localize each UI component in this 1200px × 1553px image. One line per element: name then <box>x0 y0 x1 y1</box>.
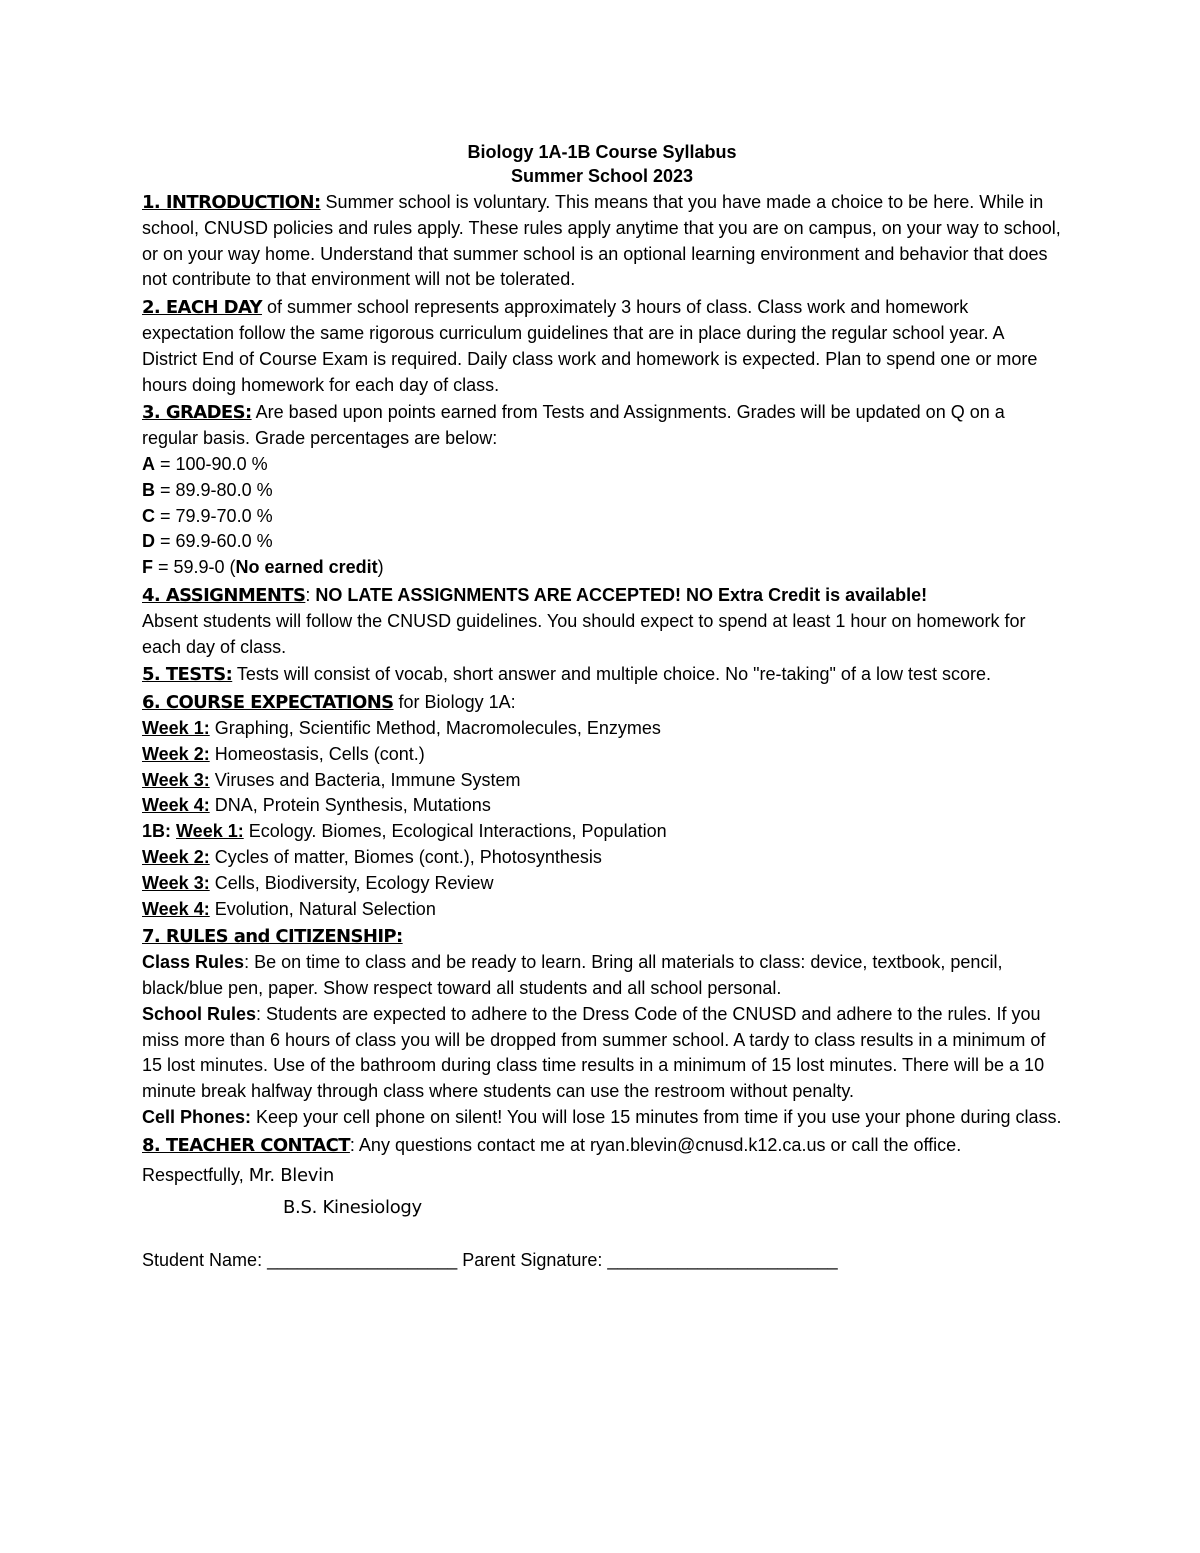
grade-row <box>142 555 1062 581</box>
grade-letter: C <box>142 505 155 526</box>
grade-row <box>142 529 1062 555</box>
section-text: Summer school is voluntary. This means that you have made a choice to be here. While in school, CNUSD policies and rules apply. These rules apply anytime that you are on campus, on your way to school, or on your way home. Understand that summer school is an optional learning environment and behavior that does not contribute to that environment will not be tolerated. <box>142 192 1061 290</box>
week-topics: Evolution, Natural Selection <box>209 898 436 919</box>
student-name-label: Student Name: <box>142 1250 268 1271</box>
cell-phone-label: Cell Phones: <box>142 1106 252 1127</box>
section-tests <box>142 662 1062 688</box>
week-topics: Graphing, Scientific Method, Macromolecules, Enzymes <box>209 717 661 738</box>
school-rules-text: : Students are expected to adhere to the Dress Code of the CNUSD and adhere to the rules. If you miss more than 6 hours of class you will be dropped from summer school. A tardy to class results in a minimum of 15 lost minutes. Use of the bathroom during class time results in a minimum of 15 lost minutes. There will be a 10 minute break halfway through class where students can use the restroom without penalty. <box>142 1003 1046 1102</box>
section-course-expectations <box>142 690 1062 922</box>
section-heading: 8. TEACHER CONTACT <box>142 1134 350 1156</box>
section-heading: 4. ASSIGNMENTS <box>142 584 306 606</box>
section-text: of summer school represents approximately 3 hours of class. Class work and homework expectation follow the same rigorous curriculum guidelines that are in place during the regular school year. A District End of Course Exam is required. Daily class work and homework is expected. Plan to spend one or more hours doing homework for each day of class. <box>142 297 1038 395</box>
week-label: Week 3: <box>142 872 210 893</box>
week-row <box>142 871 1062 897</box>
week-topics: Cycles of matter, Biomes (cont.), Photosynthesis <box>209 846 602 867</box>
school-rules <box>142 1002 1062 1105</box>
week-label: Week 2: <box>142 743 210 764</box>
grade-range: = 79.9-70.0 % <box>155 505 273 526</box>
section-text: : Any questions contact me at ryan.blevin@cnusd.k12.ca.us or call the office. <box>349 1134 962 1155</box>
signoff <box>142 1160 1062 1191</box>
section-introduction <box>142 190 1062 293</box>
week-row <box>142 768 1062 794</box>
syllabus-content <box>142 140 1062 1273</box>
no-credit-note: No earned credit <box>235 557 378 578</box>
week-label: Week 2: <box>142 846 210 867</box>
week-topics: Viruses and Bacteria, Immune System <box>209 769 521 790</box>
signoff-respectfully: Respectfully, <box>142 1165 249 1186</box>
week-row <box>142 819 1062 845</box>
class-rules-label: Class Rules <box>142 952 245 973</box>
class-rules-text: : Be on time to class and be ready to learn. Bring all materials to class: device, textbook, pencil, black/blue pen, paper. Show respect toward all students and all school personal. <box>142 952 1003 998</box>
section-teacher-contact <box>142 1133 1062 1159</box>
title-line-2: Summer School 2023 <box>510 166 694 186</box>
section-text: Tests will consist of vocab, short answer and multiple choice. No "re-taking" of a low test score. <box>232 664 991 685</box>
grade-range-close: ) <box>377 557 384 578</box>
week-row <box>142 716 1062 742</box>
week-row <box>142 742 1062 768</box>
grade-range: = 89.9-80.0 % <box>155 479 273 500</box>
section-text: Absent students will follow the CNUSD guidelines. You should expect to spend at least 1 hour on homework for each day of class. <box>142 610 1026 657</box>
title-line-1: Biology 1A-1B Course Syllabus <box>467 142 737 162</box>
section-grades <box>142 400 1062 581</box>
section-assignments <box>142 583 1062 660</box>
document-title <box>142 140 1062 188</box>
week-row <box>142 793 1062 819</box>
week-row <box>142 845 1062 871</box>
late-policy: NO LATE ASSIGNMENTS ARE ACCEPTED! NO Extra Credit is available! <box>315 584 928 605</box>
week-label: Week 3: <box>142 769 210 790</box>
week-topics: DNA, Protein Synthesis, Mutations <box>209 795 491 816</box>
section-text: for Biology 1A: <box>393 692 516 713</box>
grade-range: = 59.9-0 ( <box>153 557 236 578</box>
cell-phone-rules <box>142 1105 1062 1131</box>
cell-phone-text: Keep your cell phone on silent! You will lose 15 minutes from time if you use your phone during class. <box>251 1106 1062 1127</box>
week-topics: Cells, Biodiversity, Ecology Review <box>209 872 494 893</box>
section-heading: 7. RULES and CITIZENSHIP: <box>142 926 403 948</box>
week-label: Week 4: <box>142 898 210 919</box>
course-1b-prefix: 1B: <box>142 821 177 842</box>
grade-range: = 100-90.0 % <box>155 453 268 474</box>
school-rules-label: School Rules <box>142 1003 257 1024</box>
signature-row <box>142 1247 1062 1273</box>
teacher-name: Mr. Blevin <box>248 1165 334 1187</box>
week-label: Week 1: <box>176 821 244 842</box>
week-label: Week 1: <box>142 717 210 738</box>
section-heading: 5. TESTS: <box>142 664 233 686</box>
teacher-degree: B.S. Kinesiology <box>283 1197 422 1219</box>
section-text: Are based upon points earned from Tests and Assignments. Grades will be updated on Q on a regular basis. Grade percentages are below: <box>142 402 1005 449</box>
week-label: Week 4: <box>142 795 210 816</box>
student-name-blank: ___________________ <box>267 1250 458 1271</box>
grade-row <box>142 452 1062 478</box>
section-heading: 1. INTRODUCTION: <box>142 192 321 213</box>
section-colon: : <box>305 584 316 605</box>
section-rules <box>142 924 1062 1130</box>
week-topics: Ecology. Biomes, Ecological Interactions, Population <box>243 821 667 842</box>
grade-letter: A <box>142 453 155 474</box>
grade-letter: D <box>142 531 155 552</box>
parent-signature-label: Parent Signature: <box>457 1250 608 1271</box>
section-heading: 2. EACH DAY <box>142 297 262 319</box>
section-each-day <box>142 295 1062 398</box>
week-row <box>142 897 1062 923</box>
week-topics: Homeostasis, Cells (cont.) <box>209 743 425 764</box>
grade-letter: F <box>142 557 153 578</box>
class-rules <box>142 950 1062 1002</box>
section-heading: 3. GRADES: <box>142 402 252 424</box>
grade-range: = 69.9-60.0 % <box>155 531 273 552</box>
section-heading: 6. COURSE EXPECTATIONS <box>142 692 394 714</box>
grade-letter: B <box>142 479 155 500</box>
parent-signature-blank: _______________________ <box>607 1250 838 1271</box>
grade-row <box>142 504 1062 530</box>
grade-row <box>142 478 1062 504</box>
